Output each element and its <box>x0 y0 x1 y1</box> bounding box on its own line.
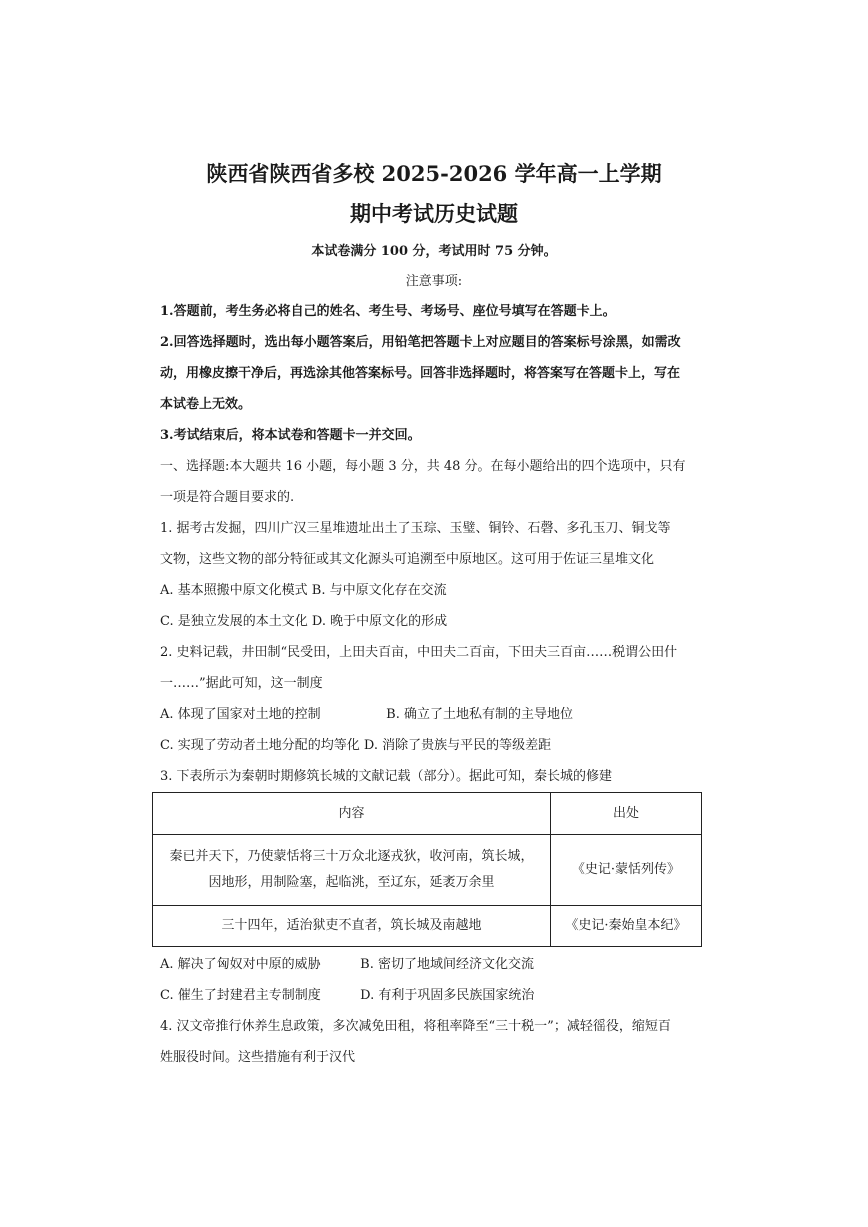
notice-heading: 注意事项: <box>405 274 463 289</box>
question-3-options-row2 <box>160 986 712 1006</box>
question-2-option-b: B. 确立了土地私有制的主导地位 <box>386 707 573 722</box>
exam-title-line2: 期中考试历史试题 <box>350 201 518 226</box>
question-1-option-a: A. 基本照搬中原文化模式 <box>160 583 308 598</box>
table-header-content: 内容 <box>153 793 551 835</box>
question-3-stem-line1: 3. 下表所示为秦朝时期修筑长城的文献记载（部分）。据此可知，秦长城的修建 <box>160 769 613 784</box>
table-cell-content <box>153 835 551 906</box>
question-3-option-b: B. 密切了地域间经济文化交流 <box>360 957 534 972</box>
notice-2-line3: 本试卷上无效。 <box>160 397 252 412</box>
question-1-options-row2 <box>160 612 712 632</box>
question-1-option-d: D. 晚于中原文化的形成 <box>311 614 448 629</box>
question-1-stem-line2: 文物，这些文物的部分特征或其文化源头可追溯至中原地区。这可用于佐证三星堆文化 <box>160 552 655 567</box>
table-cell-source: 《史记·蒙恬列传》 <box>551 835 702 906</box>
question-2-option-d: D. 消除了贵族与平民的等级差距 <box>363 738 552 753</box>
section-heading-line2: 一项是符合题目要求的. <box>160 490 295 505</box>
notice-3: 3.考试结束后，将本试卷和答题卡一并交回。 <box>160 428 421 443</box>
question-2-stem-line1: 2. 史料记载，井田制“民受田，上田夫百亩，中田夫二百亩，下田夫三百亩……税谓公田什 <box>160 645 678 660</box>
question-3-source-table <box>152 792 702 947</box>
exam-subtitle: 本试卷满分 100 分，考试用时 75 分钟。 <box>311 244 557 259</box>
section-heading-line1: 一、选择题:本大题共 16 小题，每小题 3 分，共 48 分。在每小题给出的四个选项中，只有 <box>160 459 686 474</box>
question-1-option-b: B. 与中原文化存在交流 <box>311 583 447 598</box>
question-2-stem-line2: 一……”据此可知，这一制度 <box>160 676 323 691</box>
question-1-stem-line1: 1. 据考古发掘，四川广汉三星堆遗址出土了玉琮、玉璧、铜铃、石磬、多孔玉刀、铜戈等 <box>160 521 671 536</box>
question-2-option-c: C. 实现了劳动者土地分配的均等化 <box>160 738 360 753</box>
question-2-options-row2 <box>160 736 712 756</box>
question-2-options-row1 <box>160 705 712 725</box>
table-header-source: 出处 <box>551 793 702 835</box>
question-3-options-row1 <box>160 955 712 975</box>
question-1-option-c: C. 是独立发展的本土文化 <box>160 614 308 629</box>
table-header-row <box>153 793 702 835</box>
question-3-option-c: C. 催生了封建君主专制制度 <box>160 988 321 1003</box>
question-2-option-a: A. 体现了国家对土地的控制 <box>160 707 321 722</box>
table-row <box>153 835 702 906</box>
notice-2-line1: 2.回答选择题时，选出每小题答案后，用铅笔把答题卡上对应题目的答案标号涂黑，如需改 <box>160 335 681 350</box>
table-cell-content: 三十四年，适治狱吏不直者，筑长城及南越地 <box>153 906 551 947</box>
notice-1: 1.答题前，考生务必将自己的姓名、考生号、考场号、座位号填写在答题卡上。 <box>160 304 616 319</box>
question-4-stem-line2: 姓服役时间。这些措施有利于汉代 <box>160 1050 356 1065</box>
table-row1-content-line1: 秦已并天下，乃使蒙恬将三十万众北逐戎狄，收河南，筑长城， <box>169 849 534 864</box>
table-row1-content-line2: 因地形，用制险塞，起临洮，至辽东，延袤万余里 <box>208 875 495 890</box>
question-3-option-a: A. 解决了匈奴对中原的威胁 <box>160 957 321 972</box>
exam-title-line1: 陕西省陕西省多校 2025-2026 学年高一上学期 <box>206 161 662 186</box>
question-3-option-d: D. 有利于巩固多民族国家统治 <box>360 988 535 1003</box>
question-1-options-row1 <box>160 581 712 601</box>
table-row <box>153 906 702 947</box>
notice-2-line2: 动，用橡皮擦干净后，再选涂其他答案标号。回答非选择题时，将答案写在答题卡上，写在 <box>160 366 681 381</box>
table-cell-source: 《史记·秦始皇本纪》 <box>551 906 702 947</box>
question-4-stem-line1: 4. 汉文帝推行休养生息政策，多次减免田租，将租率降至“三十税一”；减轻徭役，缩短百 <box>160 1019 671 1034</box>
